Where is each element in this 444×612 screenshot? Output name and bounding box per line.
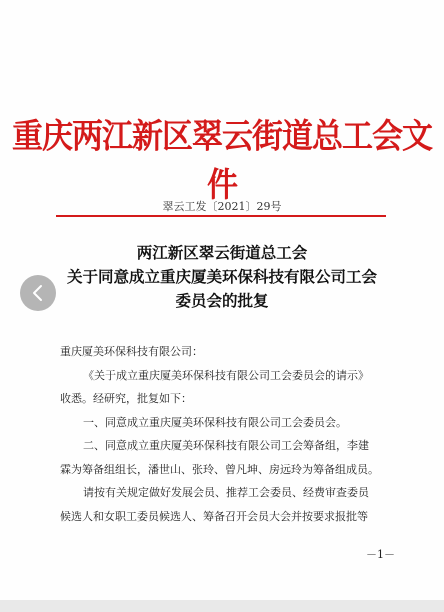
previous-page-button[interactable] — [20, 275, 56, 311]
document-body — [60, 340, 394, 528]
body-paragraph: 候选人和女职工委员候选人、筹备召开会员大会并按要求报批等 — [60, 509, 368, 523]
document-number: 翠云工发〔2021〕29号 — [162, 200, 282, 213]
body-paragraph: 《关于成立重庆厦美环保科技有限公司工会委员会的请示》 — [83, 368, 369, 382]
document-title — [0, 241, 444, 313]
body-paragraph: 二、同意成立重庆厦美环保科技有限公司工会筹备组，李建 — [83, 439, 369, 452]
document-header-title: 重庆两江新区翠云街道总工会文件 — [12, 117, 432, 205]
title-line: 关于同意成立重庆厦美环保科技有限公司工会 — [66, 267, 377, 286]
page-number: －1－ — [366, 548, 395, 561]
body-paragraph: 一、同意成立重庆厦美环保科技有限公司工会委员会。 — [83, 415, 347, 429]
body-paragraph: 收悉。经研究，批复如下： — [60, 392, 192, 405]
chevron-left-icon — [31, 284, 45, 302]
body-paragraph: 霖为筹备组组长，潘世山、张玲、曾凡坤、房远玲为筹备组成员。 — [60, 462, 379, 476]
addressee: 重庆厦美环保科技有限公司： — [60, 345, 203, 358]
title-line: 委员会的批复 — [175, 291, 269, 310]
title-line: 两江新区翠云街道总工会 — [136, 243, 308, 262]
viewer-background-strip — [0, 600, 444, 612]
red-divider-rule — [56, 215, 386, 217]
body-paragraph: 请按有关规定做好发展会员、推荐工会委员、经费审查委员 — [83, 486, 369, 499]
